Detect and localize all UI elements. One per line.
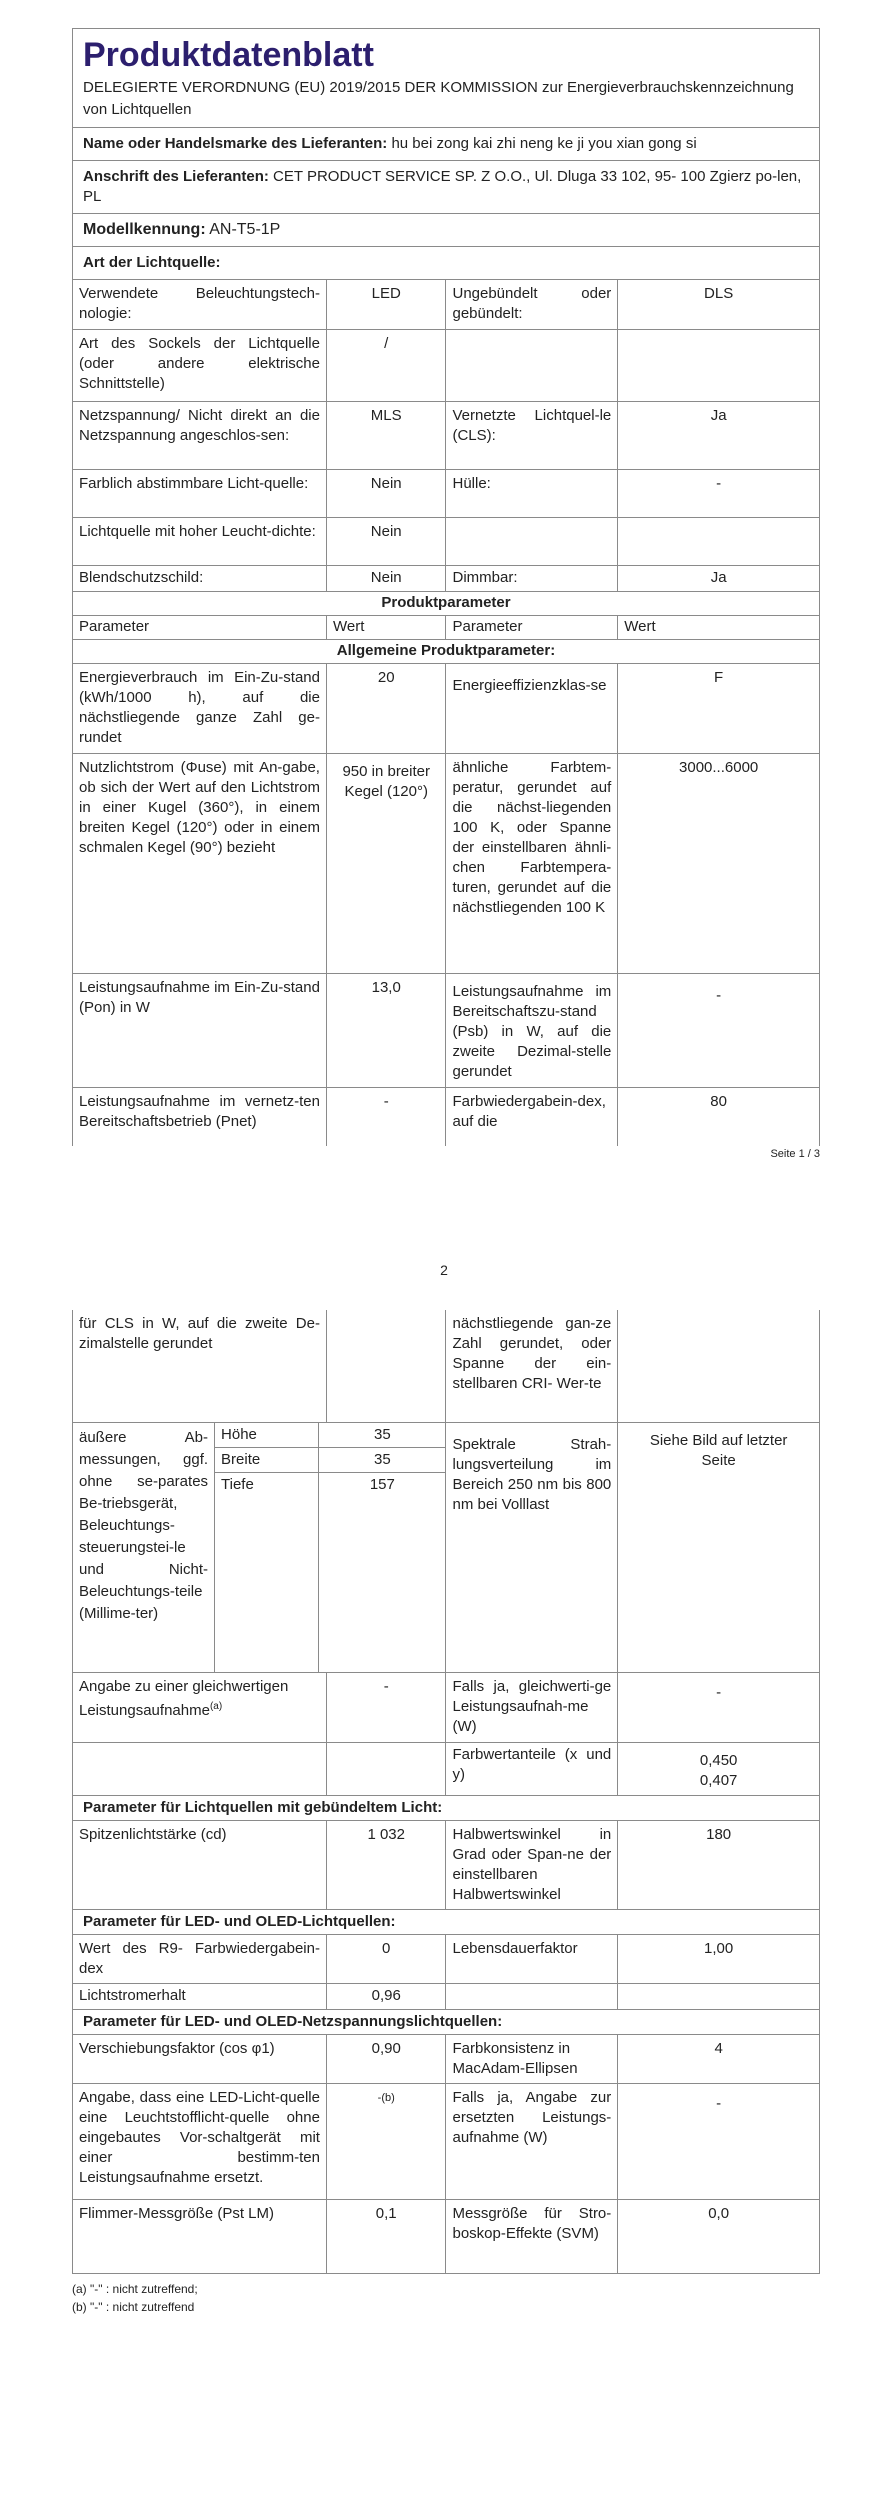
dimension-key: Höhe (215, 1423, 319, 1448)
table-row (73, 974, 820, 1088)
mains-header: Parameter für LED- und OLED-Netzspannungslichtquellen: (73, 2010, 820, 2035)
dimension-key: Tiefe (215, 1472, 319, 1672)
param-label: Blendschutzschild: (73, 566, 327, 592)
dimension-value: 35 (319, 1447, 446, 1472)
param-value: 0,96 (326, 1984, 446, 2010)
product-params-header: Produktparameter (73, 592, 820, 616)
footnote-b: (b) "-" : nicht zutreffend (72, 2300, 195, 2314)
param-label (446, 1984, 618, 2010)
param-label: Farbwiedergabein-dex, auf die (446, 1088, 618, 1146)
param-label: Verschiebungsfaktor (cos φ1) (73, 2035, 327, 2084)
param-value: - (618, 974, 820, 1088)
footnote-a: (a) "-" : nicht zutreffend; (72, 2282, 198, 2296)
param-label: Spitzenlichtstärke (cd) (73, 1821, 327, 1910)
param-label: Ungebündelt oder gebündelt: (446, 280, 618, 330)
col-header-value: Wert (618, 616, 820, 640)
param-label: Vernetzte Lichtquel-le (CLS): (446, 402, 618, 470)
param-value (326, 1743, 446, 1796)
param-label (446, 330, 618, 402)
table-row (73, 2035, 820, 2084)
type-section-header: Art der Lichtquelle: (73, 247, 820, 280)
param-label: ähnliche Farbtem-peratur, gerundet auf die nächst-liegenden 100 K, oder Spanne der einstellbaren ähnli-chen Farbtempera-turen, gerundet auf die nächstliegenden 100 K (446, 754, 618, 974)
continued-table (72, 1310, 820, 2274)
param-value: 20 (326, 664, 446, 754)
led-header: Parameter für LED- und OLED-Lichtquellen: (73, 1910, 820, 1935)
page-1 (72, 28, 820, 1160)
param-value: - (326, 1673, 446, 1743)
param-value: Nein (326, 470, 446, 518)
param-label: Falls ja, gleichwerti-ge Leistungsaufnah-me (W) (446, 1673, 618, 1743)
param-value (618, 330, 820, 402)
supplier-name: hu bei zong kai zhi neng ke ji you xian gong si (391, 135, 697, 152)
param-label: Farbwertanteile (x und y) (446, 1743, 618, 1796)
param-value (618, 1310, 820, 1422)
param-value: -(b) (326, 2084, 446, 2200)
dimension-row-width (215, 1447, 445, 1472)
page-title: Produktdatenblatt (83, 36, 374, 74)
param-label-text: Angabe zu einer gleichwertigen Leistungsaufnahme (79, 1678, 289, 1719)
param-value: 180 (618, 1821, 820, 1910)
param-label (73, 974, 327, 1088)
dimension-value: 157 (369, 1475, 395, 1493)
param-value: 950 in breiter Kegel (120°) (326, 754, 446, 974)
dimensions-label: äußere Ab-messungen, ggf. ohne se-parates Be-triebsgerät, Beleuchtungs-steuerungstei-le und Nicht-Beleuchtungs-teile (Millime-ter) (73, 1423, 215, 1673)
param-label: Leistungsaufnahme im vernetz-ten Bereitschaftsbetrieb (Pnet) (73, 1088, 327, 1146)
param-label: Energieeffizienzklas-se (446, 664, 618, 754)
param-label: Lichtquelle mit hoher Leucht-dichte: (73, 518, 327, 566)
footnote-ref: (a) (209, 1701, 223, 1712)
model-id: AN-T5-1P (209, 221, 281, 238)
dimension-key: Breite (215, 1447, 319, 1472)
table-row (73, 280, 820, 330)
param-value: Ja (618, 566, 820, 592)
param-value: MLS (326, 402, 446, 470)
dimension-value: 35 (319, 1423, 446, 1448)
param-value: - (618, 470, 820, 518)
param-label (73, 1673, 327, 1743)
param-value: - (618, 2084, 820, 2200)
table-row (73, 566, 820, 592)
param-value (326, 1310, 446, 1422)
param-value (618, 1743, 820, 1796)
table-row (73, 402, 820, 470)
dimensions-row (73, 1422, 820, 1673)
table-row (73, 1310, 820, 1422)
param-value (618, 518, 820, 566)
param-value: Nein (326, 566, 446, 592)
param-value: - (618, 1673, 820, 1743)
param-value: LED (326, 280, 446, 330)
chroma-y: 0,407 (699, 1772, 738, 1789)
col-header-param: Parameter (446, 616, 618, 640)
param-label: Wert des R9- Farbwiedergabein-dex (73, 1935, 327, 1984)
param-label: Halbwertswinkel in Grad oder Span-ne der einstellbaren Halbwertswinkel (446, 1821, 618, 1910)
col-header-param: Parameter (73, 616, 327, 640)
param-label: Dimmbar: (446, 566, 618, 592)
param-value: 13,0 (326, 974, 446, 1088)
page-2 (72, 1310, 820, 2316)
param-label: Leistungsaufnahme im Bereitschaftszu-stand (Psb) in W, auf die zweite Dezimal-stelle gerundet (446, 974, 618, 1088)
table-row (73, 664, 820, 754)
param-value: Nein (326, 518, 446, 566)
param-label: für CLS in W, auf die zweite De-zimalstelle gerundet (73, 1310, 327, 1422)
table-row (73, 330, 820, 402)
param-value: 0,1 (326, 2200, 446, 2274)
param-label: Hülle: (446, 470, 618, 518)
dimension-row-depth (215, 1472, 445, 1672)
param-label: Messgröße für Stro-boskop-Effekte (SVM) (446, 2200, 618, 2274)
model-label: Modellkennung: (83, 221, 206, 238)
param-value: DLS (618, 280, 820, 330)
supplier-address-label: Anschrift des Lieferanten: (83, 168, 269, 185)
param-value: 1,00 (618, 1935, 820, 1984)
table-row (73, 1088, 820, 1146)
chroma-x: 0,450 (699, 1752, 738, 1769)
param-label: Farblich abstimmbare Licht-quelle: (73, 470, 327, 518)
param-value: 1 032 (326, 1821, 446, 1910)
param-value: Ja (618, 402, 820, 470)
param-value: 0,0 (618, 2200, 820, 2274)
table-row (73, 518, 820, 566)
table-row (73, 470, 820, 518)
table-row (73, 1673, 820, 1743)
param-value: 4 (618, 2035, 820, 2084)
page-number: 2 (440, 1262, 448, 1278)
param-label: Spektrale Strah-lungsverteilung im Bereich 250 nm bis 800 nm bei Volllast (446, 1422, 618, 1673)
table-row (73, 1821, 820, 1910)
col-header-value: Wert (326, 616, 446, 640)
param-label (73, 1743, 327, 1796)
param-label: nächstliegende gan-ze Zahl gerundet, oder Spanne der ein-stellbaren CRI- Wer-te (446, 1310, 618, 1422)
param-value: 80 (618, 1088, 820, 1146)
param-label: Lebensdauerfaktor (446, 1935, 618, 1984)
datasheet-header-table (72, 28, 820, 280)
param-value: 0,90 (326, 2035, 446, 2084)
table-row (73, 2084, 820, 2200)
param-label: Flimmer-Messgröße (Pst LM) (73, 2200, 327, 2274)
param-label: Verwendete Beleuchtungstech-nologie: (73, 280, 327, 330)
param-label: Angabe, dass eine LED-Licht-quelle eine Leuchtstofflicht-quelle ohne eingebautes Vor-schaltgerät mit einer bestimm-ten Leistungsaufnahme ersetzt. (73, 2084, 327, 2200)
param-value: F (618, 664, 820, 754)
table-row (73, 2200, 820, 2274)
supplier-address: CET PRODUCT SERVICE SP. Z O.O., Ul. Dluga 33 102, 95- 100 Zgierz po-len, PL (83, 168, 802, 205)
param-value: Siehe Bild auf letzter Seite (618, 1422, 820, 1673)
table-row (73, 754, 820, 974)
param-value: / (326, 330, 446, 402)
param-label: Art des Sockels der Lichtquelle (oder andere elektrische Schnittstelle) (73, 330, 327, 402)
param-label: Farbkonsistenz in MacAdam-Ellipsen (446, 2035, 618, 2084)
general-params-header: Allgemeine Produktparameter: (73, 640, 820, 664)
param-label: Netzspannung/ Nicht direkt an die Netzspannung angeschlos-sen: (73, 402, 327, 470)
regulation-text: DELEGIERTE VERORDNUNG (EU) 2019/2015 DER KOMMISSION zur Energieverbrauchskennzeichnung von Lichtquellen (83, 79, 794, 118)
type-table (72, 279, 820, 1146)
directional-header: Parameter für Lichtquellen mit gebündeltem Licht: (73, 1796, 820, 1821)
param-value: 3000...6000 (618, 754, 820, 974)
page-footer: Seite 1 / 3 (770, 1147, 820, 1160)
footnotes (72, 2280, 820, 2316)
param-value: - (326, 1088, 446, 1146)
param-label (446, 518, 618, 566)
table-row (73, 1743, 820, 1796)
param-label: Energieverbrauch im Ein-Zu-stand (kWh/1000 h), auf die nächstliegende ganze Zahl ge-rundet (73, 664, 327, 754)
param-value: 0 (326, 1935, 446, 1984)
param-label: Lichtstromerhalt (73, 1984, 327, 2010)
param-label: Nutzlichtstrom (Φuse) mit An-gabe, ob sich der Wert auf den Lichtstrom in einer Kugel (360°), in einem breiten Kegel (120°) oder in einem schmalen Kegel (90°) bezieht (73, 754, 327, 974)
table-row (73, 1984, 820, 2010)
table-row (73, 1935, 820, 1984)
param-label: Falls ja, Angabe zur ersetzten Leistungs-aufnahme (W) (446, 2084, 618, 2200)
dimension-row-height (215, 1423, 445, 1448)
param-value (618, 1984, 820, 2010)
param-label-text: Leistungsaufnahme im Ein-Zu-stand (Pon) in W (79, 979, 320, 1016)
supplier-name-label: Name oder Handelsmarke des Lieferanten: (83, 135, 388, 152)
